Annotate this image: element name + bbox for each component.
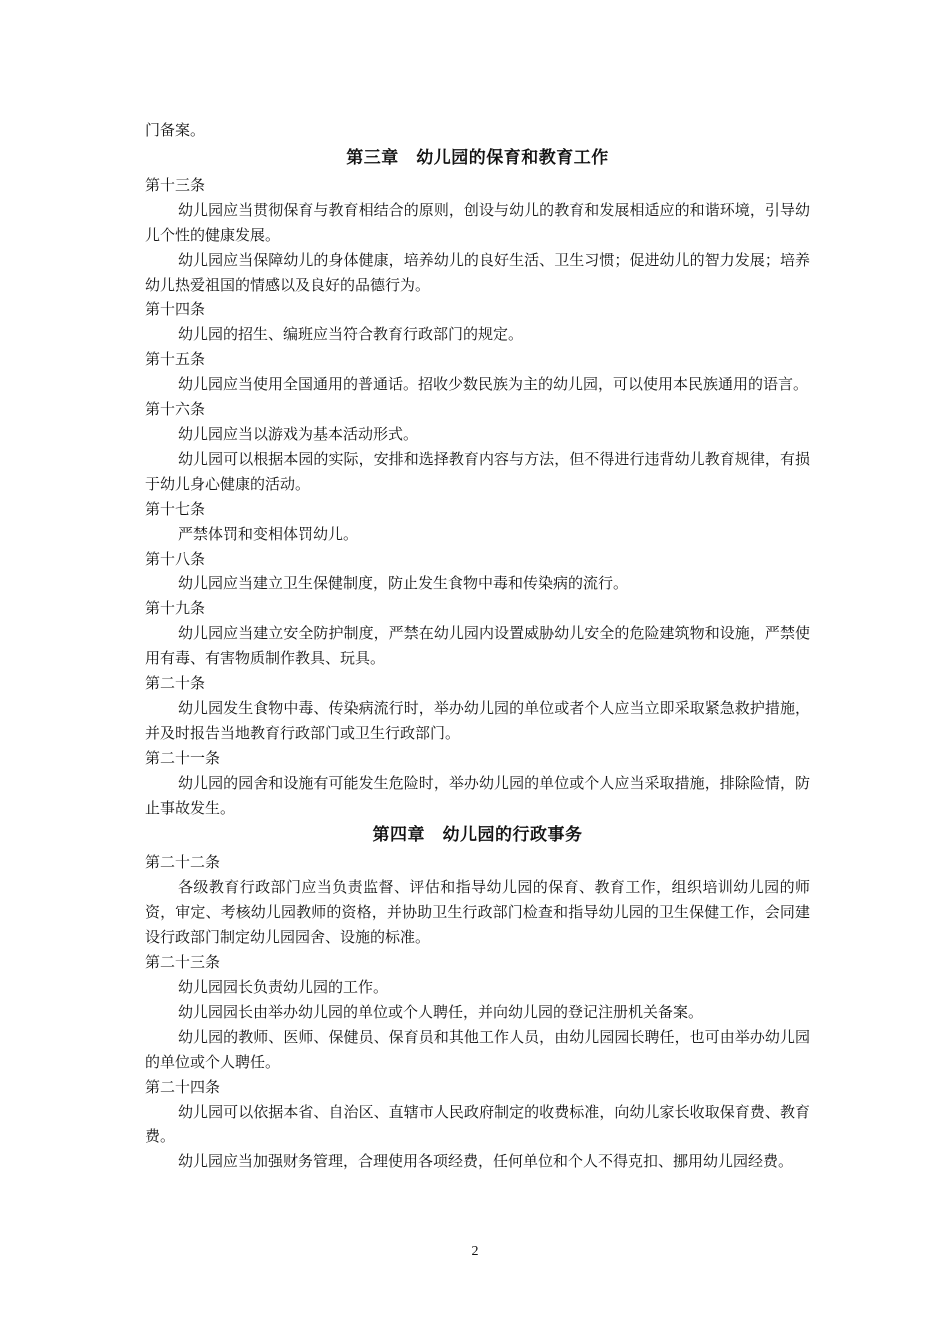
paragraph: 幼儿园园长负责幼儿园的工作。 xyxy=(178,978,389,996)
article-heading: 第十九条 xyxy=(145,599,206,618)
paragraph: 幼儿园发生食物中毒、传染病流行时，举办幼儿园的单位或者个人应当立即采取紧急救护措施，并及时报告当地教育行政部门或卫生行政部门。 xyxy=(145,698,810,742)
paragraph: 幼儿园可以根据本园的实际，安排和选择教育内容与方法，但不得进行违背幼儿教育规律，有损于幼儿身心健康的活动。 xyxy=(145,449,810,493)
chapter-heading: 第三章 幼儿园的保育和教育工作 xyxy=(346,147,609,168)
paragraph: 各级教育行政部门应当负责监督、评估和指导幼儿园的保育、教育工作，组织培训幼儿园的师资，审定、考核幼儿园教师的资格，并协助卫生行政部门检查和指导幼儿园的卫生保健工作，会同建设行政部门制定幼儿园园舍、设施的标准。 xyxy=(145,878,810,947)
paragraph: 幼儿园应当建立安全防护制度，严禁在幼儿园内设置威胁幼儿安全的危险建筑物和设施，严禁使用有毒、有害物质制作教具、玩具。 xyxy=(145,624,810,668)
paragraph: 幼儿园的招生、编班应当符合教育行政部门的规定。 xyxy=(178,325,524,344)
article-heading: 第十八条 xyxy=(145,549,206,568)
article-heading: 第二十条 xyxy=(145,674,206,693)
paragraph: 幼儿园的教师、医师、保健员、保育员和其他工作人员，由幼儿园园长聘任，也可由举办幼儿园的单位或个人聘任。 xyxy=(145,1027,810,1071)
article-heading: 第十六条 xyxy=(145,400,206,419)
article-heading: 第十五条 xyxy=(145,350,206,369)
article-heading: 第二十四条 xyxy=(145,1077,221,1096)
page-number: 2 xyxy=(471,1244,479,1259)
paragraph: 幼儿园的园舍和设施有可能发生危险时，举办幼儿园的单位或个人应当采取措施，排除险情，防止事故发生。 xyxy=(145,773,810,817)
paragraph: 幼儿园应当加强财务管理，合理使用各项经费，任何单位和个人不得克扣、挪用幼儿园经费。 xyxy=(178,1152,794,1171)
paragraph: 幼儿园应当使用全国通用的普通话。招收少数民族为主的幼儿园，可以使用本民族通用的语言。 xyxy=(178,375,809,394)
chapter-heading: 第四章 幼儿园的行政事务 xyxy=(372,825,583,846)
article-heading: 第十四条 xyxy=(145,300,206,319)
paragraph: 严禁体罚和变相体罚幼儿。 xyxy=(178,524,359,543)
article-heading: 第十三条 xyxy=(145,175,206,194)
paragraph: 幼儿园可以依据本省、自治区、直辖市人民政府制定的收费标准，向幼儿家长收取保育费、教育费。 xyxy=(145,1102,810,1146)
paragraph: 幼儿园应当保障幼儿的身体健康，培养幼儿的良好生活、卫生习惯；促进幼儿的智力发展；培养幼儿热爱祖国的情感以及良好的品德行为。 xyxy=(145,250,810,294)
document-body xyxy=(145,118,810,1174)
paragraph: 幼儿园园长由举办幼儿园的单位或个人聘任，并向幼儿园的登记注册机关备案。 xyxy=(178,1002,704,1021)
article-heading: 第二十三条 xyxy=(145,953,221,972)
paragraph-continuation: 门备案。 xyxy=(145,121,206,139)
article-heading: 第二十二条 xyxy=(145,853,221,872)
article-heading: 第十七条 xyxy=(145,499,206,518)
article-heading: 第二十一条 xyxy=(145,748,221,767)
paragraph: 幼儿园应当以游戏为基本活动形式。 xyxy=(178,424,419,443)
paragraph: 幼儿园应当建立卫生保健制度，防止发生食物中毒和传染病的流行。 xyxy=(178,574,629,593)
paragraph: 幼儿园应当贯彻保育与教育相结合的原则，创设与幼儿的教育和发展相适应的和谐环境，引导幼儿个性的健康发展。 xyxy=(145,200,810,244)
